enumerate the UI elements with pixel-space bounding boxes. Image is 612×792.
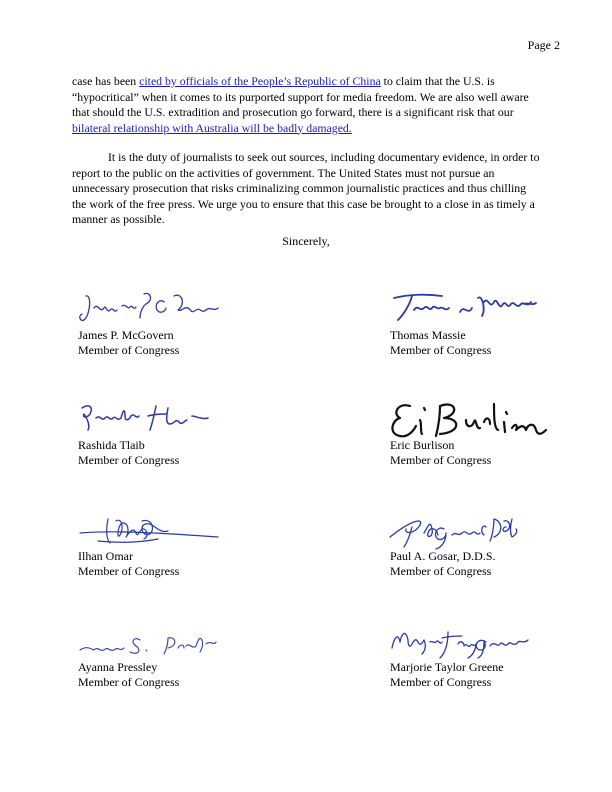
paragraph-1-text-b: to claim that the U.S. is “hypocritical” when it comes to its purported support for media freedom. We are also well aware that should the U.S. extradition and prosecution go forward, there is a significant risk that our	[72, 74, 529, 119]
signatory-role: Member of Congress	[78, 675, 180, 689]
signatory-name: Ayanna Pressley	[78, 660, 158, 674]
signature-burlison-image	[390, 400, 550, 440]
signature-tlaib-image	[78, 402, 228, 438]
signatory-name: Ilhan Omar	[78, 549, 133, 563]
signatory-name: Paul A. Gosar, D.D.S.	[390, 549, 496, 563]
paragraph-1	[72, 74, 540, 136]
signature-greene-image	[390, 628, 540, 660]
paragraph-2: It is the duty of journalists to seek out sources, including documentary evidence, in order to report to the public on the activities of government. The United States must not pursue an unnecessary prosecution that risks criminalizing common journalistic practices and thus chilling the work of the free press. We urge you to ensure that this case be brought to a close in as timely a manner as possible.	[72, 150, 540, 226]
signatory-name: Rashida Tlaib	[78, 438, 145, 452]
signatory-role: Member of Congress	[390, 675, 492, 689]
signatory-role: Member of Congress	[78, 453, 180, 467]
signatory-role: Member of Congress	[78, 343, 180, 357]
signatory-name: Thomas Massie	[390, 328, 466, 342]
closing-salutation: Sincerely,	[282, 234, 330, 248]
signatory-name: Eric Burlison	[390, 438, 455, 452]
signature-omar-image	[78, 515, 228, 551]
signature-gosar-image	[390, 515, 540, 551]
signatory-role: Member of Congress	[390, 453, 492, 467]
signatory-name: Marjorie Taylor Greene	[390, 660, 504, 674]
page-number: Page 2	[527, 38, 560, 52]
signature-massie-image	[390, 290, 540, 330]
signature-mcgovern-image	[78, 290, 228, 330]
signature-pressley-image	[78, 628, 228, 660]
signatory-name: James P. McGovern	[78, 328, 174, 342]
prc-officials-link[interactable]: cited by officials of the People’s Republic of China	[139, 74, 381, 88]
signatory-role: Member of Congress	[390, 564, 492, 578]
paragraph-1-text-a: case has been	[72, 74, 140, 88]
letter-body	[72, 74, 540, 228]
signatory-role: Member of Congress	[390, 343, 492, 357]
signatory-role: Member of Congress	[78, 564, 180, 578]
australia-relationship-link[interactable]: bilateral relationship with Australia will be badly damaged.	[72, 120, 352, 135]
